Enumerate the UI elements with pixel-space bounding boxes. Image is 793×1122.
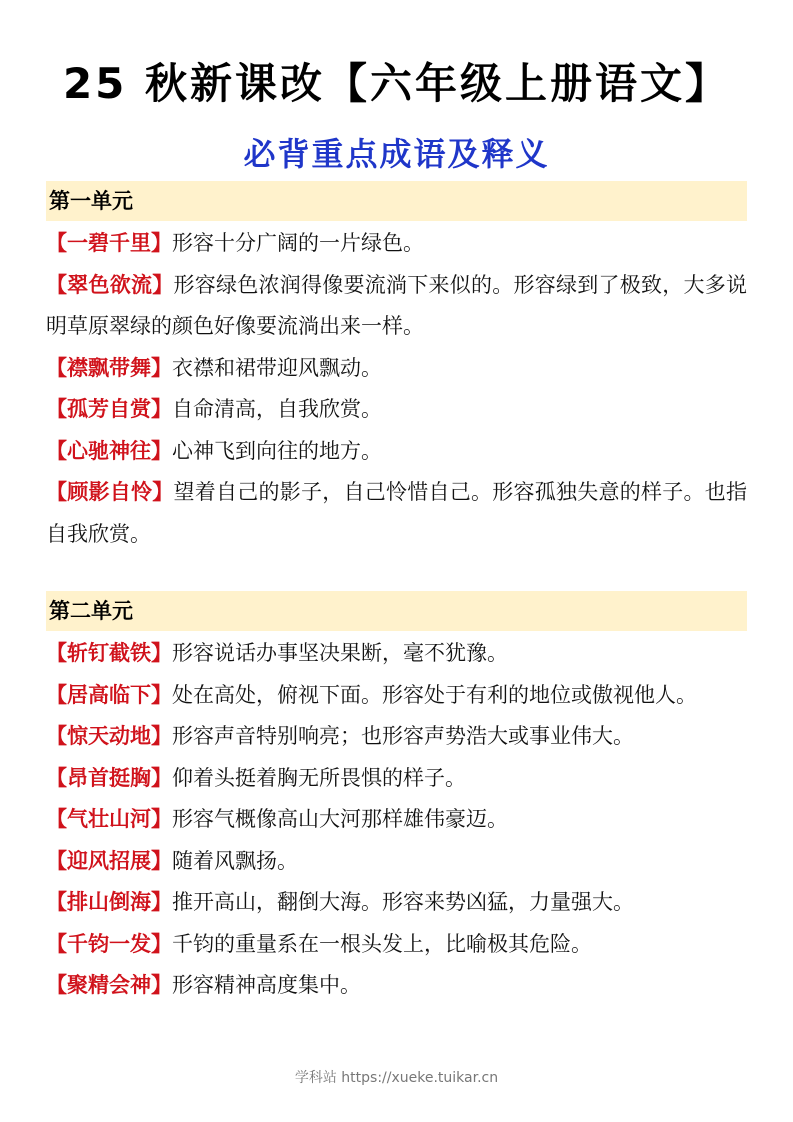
unit-1 [46, 181, 747, 555]
idiom-meaning: 衣襟和裙带迎风飘动。 [172, 355, 382, 380]
idiom-entry [46, 265, 747, 348]
idiom-meaning: 仰着头挺着胸无所畏惧的样子。 [172, 765, 466, 790]
idiom-meaning: 形容气概像高山大河那样雄伟豪迈。 [172, 807, 508, 831]
idiom-entry [46, 882, 747, 924]
unit-spacer [46, 555, 747, 591]
idiom-entry [46, 223, 747, 265]
idiom-term: 【一碧千里】 [46, 231, 172, 255]
unit-heading: 第二单元 [46, 591, 747, 631]
idiom-meaning: 推开高山，翻倒大海。形容来势凶猛，力量强大。 [172, 890, 634, 914]
idiom-entry [46, 841, 747, 883]
idiom-term: 【迎风招展】 [46, 848, 172, 873]
idiom-meaning: 形容精神高度集中。 [172, 973, 361, 997]
idiom-term: 【千钧一发】 [46, 931, 172, 956]
units-container [46, 181, 747, 1007]
idiom-term: 【翠色欲流】 [46, 272, 174, 297]
idiom-entry [46, 431, 747, 473]
idiom-entry [46, 389, 747, 431]
idiom-meaning: 千钧的重量系在一根头发上，比喻极其危险。 [172, 931, 592, 956]
idiom-term: 【孤芳自赏】 [46, 397, 172, 421]
footer-source: 学科站 https://xueke.tuikar.cn [294, 1070, 499, 1086]
idiom-entry [46, 758, 747, 800]
idiom-term: 【心驰神往】 [46, 438, 172, 463]
idiom-term: 【昂首挺胸】 [46, 765, 172, 790]
idiom-term: 【惊天动地】 [46, 724, 172, 748]
idiom-term: 【襟飘带舞】 [46, 355, 172, 380]
idiom-meaning: 处在高处，俯视下面。形容处于有利的地位或傲视他人。 [172, 682, 697, 707]
idiom-entry [46, 924, 747, 966]
idiom-meaning: 望着自己的影子，自己怜惜自己。形容孤独失意的样子。也指自我欣赏。 [46, 480, 747, 546]
idiom-entry [46, 633, 747, 675]
idiom-meaning: 形容说话办事坚决果断，毫不犹豫。 [172, 641, 508, 665]
unit-2 [46, 591, 747, 1007]
idiom-entry [46, 472, 747, 555]
idiom-meaning: 自命清高，自我欣赏。 [172, 397, 382, 421]
entry-list [46, 223, 747, 555]
idiom-entry [46, 965, 747, 1007]
idiom-meaning: 随着风飘扬。 [172, 848, 298, 873]
idiom-meaning: 形容绿色浓润得像要流淌下来似的。形容绿到了极致，大多说明草原翠绿的颜色好像要流淌出来一样。 [46, 272, 747, 338]
idiom-term: 【居高临下】 [46, 682, 172, 707]
entry-list [46, 633, 747, 1007]
idiom-meaning: 形容声音特别响亮；也形容声势浩大或事业伟大。 [172, 724, 634, 748]
idiom-entry [46, 716, 747, 758]
idiom-entry [46, 675, 747, 717]
unit-heading: 第一单元 [46, 181, 747, 221]
idiom-meaning: 心神飞到向往的地方。 [172, 438, 382, 463]
idiom-term: 【聚精会神】 [46, 973, 172, 997]
idiom-meaning: 形容十分广阔的一片绿色。 [172, 231, 424, 255]
idiom-term: 【斩钉截铁】 [46, 641, 172, 665]
idiom-term: 【气壮山河】 [46, 807, 172, 831]
idiom-entry [46, 348, 747, 390]
page-subtitle: 必背重点成语及释义 [243, 135, 550, 173]
idiom-term: 【顾影自怜】 [46, 480, 174, 504]
page-title: 25 秋新课改【六年级上册语文】 [62, 59, 731, 108]
idiom-term: 【排山倒海】 [46, 890, 172, 914]
idiom-entry [46, 799, 747, 841]
